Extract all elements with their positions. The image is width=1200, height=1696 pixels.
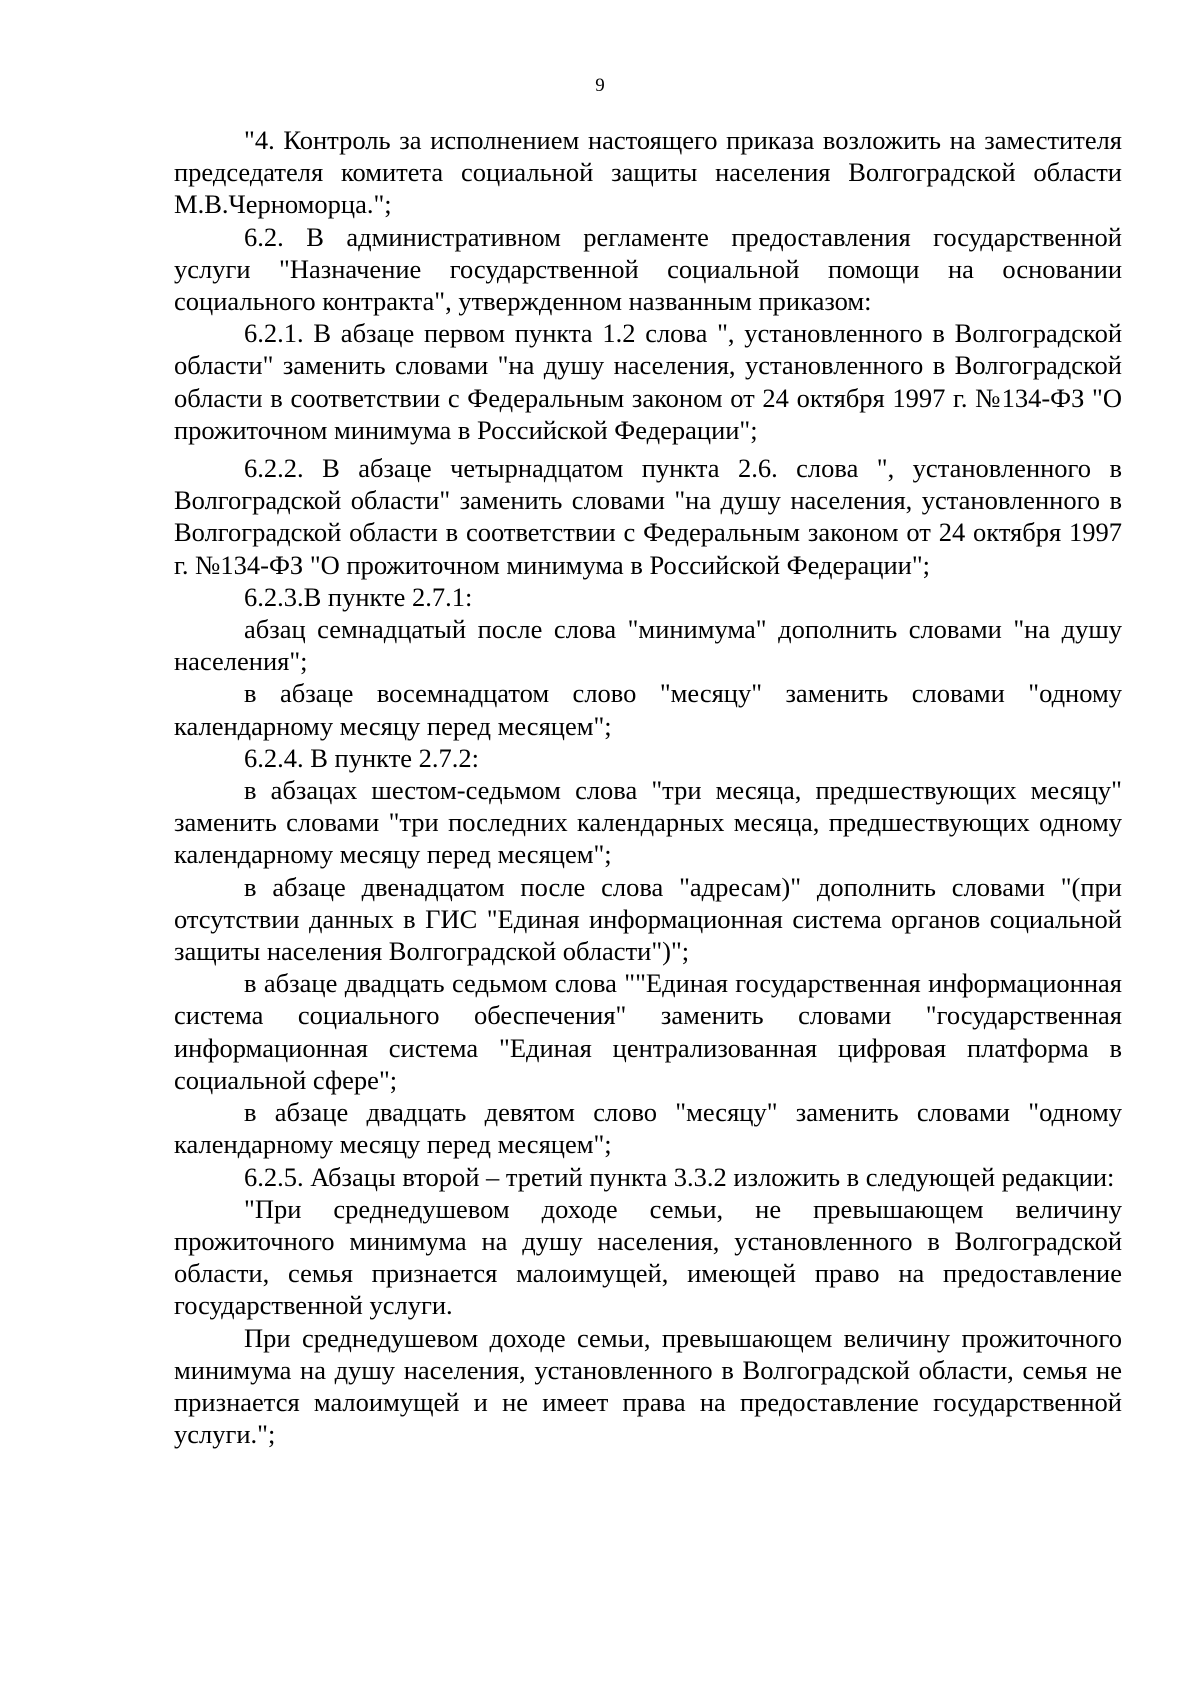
paragraph-6-2-1: 6.2.1. В абзаце первом пункта 1.2 слова ", установленного в Волгоградской области" заменить словами "на душу населения, установленного в Волгоградской области в соответствии с Федеральным законом от 24 октября 1997 г. №134-ФЗ "О прожиточном минимума в Российской Федерации"; [174, 318, 1122, 445]
document-body [174, 124, 1122, 1450]
paragraph-6-2-3-a: абзац семнадцатый после слова "минимума" дополнить словами "на душу населения"; [174, 614, 1122, 677]
paragraph-6-2: 6.2. В административном регламенте предоставления государственной услуги "Назначение государственной социальной помощи на основании социального контракта", утвержденном названным приказом: [174, 221, 1122, 317]
paragraph-6-2-2: 6.2.2. В абзаце четырнадцатом пункта 2.6. слова ", установленного в Волгоградской области" заменить словами "на душу населения, установленного в Волгоградской области в соответствии с Федеральным законом от 24 октября 1997 г. №134-ФЗ "О прожиточном минимума в Российской Федерации"; [174, 453, 1122, 580]
paragraph-6-2-4-d: в абзаце двадцать девятом слово "месяцу" заменить словами "одному календарному месяцу перед месяцем"; [174, 1097, 1122, 1160]
paragraph-6-2-5-a: "При среднедушевом доходе семьи, не превышающем величину прожиточного минимума на душу населения, установленного в Волгоградской области, семья признается малоимущей, имеющей право на предоставление государственной услуги. [174, 1193, 1122, 1321]
paragraph-control-clause: "4. Контроль за исполнением настоящего приказа возложить на заместителя председателя комитета социальной защиты населения Волгоградской области М.В.Черноморца."; [174, 125, 1122, 220]
paragraph-6-2-4-a: в абзацах шестом-седьмом слова "три месяца, предшествующих месяцу" заменить словами "три последних календарных месяца, предшествующих одному календарному месяцу перед месяцем"; [174, 775, 1122, 870]
paragraph-6-2-3-b: в абзаце восемнадцатом слово "месяцу" заменить словами "одному календарному месяцу перед месяцем"; [174, 678, 1122, 741]
paragraph-6-2-5-b: При среднедушевом доходе семьи, превышающем величину прожиточного минимума на душу населения, установленного в Волгоградской области, семья не признается малоимущей и не имеет права на предоставление государственной услуги."; [174, 1322, 1122, 1450]
paragraph-6-2-4-c: в абзаце двадцать седьмом слова ""Единая государственная информационная система социального обеспечения" заменить словами "государственная информационная система "Единая централизованная цифровая платформа в социальной сфере"; [174, 968, 1122, 1095]
paragraph-6-2-4: 6.2.4. В пункте 2.7.2: [244, 742, 480, 773]
paragraph-6-2-4-b: в абзаце двенадцатом после слова "адресам)" дополнить словами "(при отсутствии данных в ГИС "Единая информационная система органов социальной защиты населения Волгоградской области")"; [174, 871, 1122, 967]
page-number: 9 [595, 75, 605, 96]
paragraph-6-2-3: 6.2.3.В пункте 2.7.1: [244, 581, 473, 612]
paragraph-6-2-5: 6.2.5. Абзацы второй – третий пункта 3.3.2 изложить в следующей редакции: [244, 1161, 1115, 1192]
